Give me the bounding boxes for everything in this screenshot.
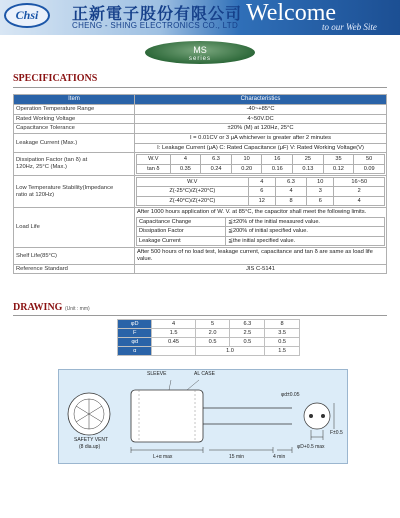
- spec-row: [14, 248, 387, 264]
- spec-value: After 500 hours of no load test, leakage current, capacitance and tan δ are same as load life value.: [135, 248, 387, 264]
- col-item: Item: [14, 95, 135, 105]
- table-cell: 16~50: [334, 178, 385, 187]
- diameter-label: φD+0.5 max: [297, 444, 325, 450]
- specifications-table: [13, 94, 387, 274]
- specifications-heading: SPECIFICATIONS: [13, 73, 98, 84]
- drawing-unit: (Unit : mm): [64, 306, 90, 312]
- spec-row: [14, 124, 387, 134]
- lead-length-label: 15 min: [229, 454, 245, 460]
- spec-label: Capacitance Tolerance: [14, 124, 135, 134]
- low-temp-table: [136, 177, 385, 206]
- company-name-en: CHENG - SHING ELECTRONICS CO., LTD: [72, 21, 239, 30]
- table-cell: 4: [170, 155, 201, 164]
- table-cell: 16: [262, 155, 293, 164]
- table-row: [137, 155, 385, 164]
- sleeve-label: SLEEVE: [147, 371, 167, 377]
- leakage-legend: I: Leakage Current (μA) C: Rated Capacitance (μF) V: Rated Working Voltage(V): [157, 144, 364, 151]
- table-cell: 1.5: [265, 347, 300, 356]
- spec-header-row: [14, 95, 387, 105]
- spec-label: Leakage Current (Max.): [14, 133, 135, 152]
- table-cell: F: [118, 329, 152, 338]
- table-cell: Z(-40°C)/Z(+20°C): [137, 196, 249, 205]
- table-row: [118, 320, 300, 329]
- table-row: [118, 329, 300, 338]
- table-cell: 0.5: [265, 338, 300, 347]
- table-row: [137, 178, 385, 187]
- series-name: MS: [193, 45, 207, 55]
- load-life-intro: After 1000 hours application of W. V. at 85°C, the capacitor shall meet the following limits.: [137, 209, 367, 216]
- table-cell: 6.3: [230, 320, 265, 329]
- drawing-heading: [13, 302, 90, 313]
- series-sub: series: [188, 56, 211, 62]
- spec-value: -40~+85°C: [135, 104, 387, 114]
- dimension-drawing: [58, 369, 348, 464]
- table-row: [118, 338, 300, 347]
- table-cell: 4: [248, 178, 275, 187]
- spec-value: JIS C-5141: [135, 264, 387, 274]
- capacitor-outline: [59, 370, 349, 465]
- lead-diameter-label: φd±0.05: [281, 392, 300, 398]
- table-cell: 1.5: [152, 329, 195, 338]
- table-cell: Dissipation Factor: [137, 227, 226, 236]
- table-cell: 0.16: [262, 164, 293, 173]
- spec-label: Dissipation Factor (tan δ) at: [16, 157, 88, 164]
- table-cell: 0.24: [201, 164, 232, 173]
- table-cell: 1.0: [195, 347, 265, 356]
- table-cell: 6.3: [275, 178, 306, 187]
- company-logo: Chsi: [4, 3, 50, 28]
- table-cell: α: [118, 347, 152, 356]
- table-cell: 3: [307, 187, 334, 196]
- table-cell: ≦the initial specified value.: [226, 236, 385, 245]
- vent-label: SAFETY VENT: [74, 437, 109, 443]
- spec-label: Shelf Life(85°C): [14, 248, 135, 264]
- table-cell: 6.3: [201, 155, 232, 164]
- spec-row: [14, 264, 387, 274]
- table-cell: ≦200% of initial specified value.: [226, 227, 385, 236]
- table-cell: 6: [248, 187, 275, 196]
- table-cell: ≦±20% of the initial measured value.: [226, 217, 385, 226]
- spec-value: 4~50V.DC: [135, 114, 387, 124]
- table-cell: Leakage Current: [137, 236, 226, 245]
- table-row: [118, 347, 300, 356]
- table-cell: Z(-25°C)/Z(+20°C): [137, 187, 249, 196]
- spec-row: [14, 153, 387, 176]
- spec-row: [14, 114, 387, 124]
- table-cell: W.V: [137, 155, 171, 164]
- spec-label: ratio at 120Hz): [16, 191, 55, 198]
- spec-row: [14, 176, 387, 208]
- table-cell: 6: [307, 196, 334, 205]
- table-cell: 5: [195, 320, 230, 329]
- spec-value: ±20% (M) at 120Hz, 25°C: [135, 124, 387, 134]
- col-characteristics: Characteristics: [135, 95, 387, 105]
- spec-label: Load Life: [14, 208, 135, 248]
- table-cell: 4: [275, 187, 306, 196]
- table-cell: φD: [118, 320, 152, 329]
- header-banner: [0, 0, 400, 35]
- spec-row: [14, 133, 387, 152]
- spec-label: Operation Temperature Range: [14, 104, 135, 114]
- spec-row: [14, 208, 387, 248]
- spec-label: Low Temperature Stability(Impedance: [16, 184, 114, 191]
- company-name-cn: 正新電子股份有限公司: [72, 4, 243, 23]
- welcome-text: Welcome: [246, 0, 337, 26]
- table-row: [137, 196, 385, 205]
- table-cell: 10: [231, 155, 262, 164]
- table-cell: 8: [275, 196, 306, 205]
- leakage-formula: I = 0.01CV or 3 μA whichever is greater after 2 minutes: [135, 134, 386, 144]
- length-label: L+α max: [153, 454, 173, 460]
- table-cell: φd: [118, 338, 152, 347]
- table-cell: W.V: [137, 178, 249, 187]
- tagline-text: to our Web Site: [322, 22, 377, 32]
- table-cell: 2.5: [230, 329, 265, 338]
- vent-size-label: (8 dia.up): [79, 444, 101, 450]
- table-cell: [152, 347, 195, 356]
- spec-row: [14, 104, 387, 114]
- pitch-label: F±0.5: [330, 430, 343, 436]
- table-cell: 0.09: [354, 164, 385, 173]
- table-cell: 2: [334, 187, 385, 196]
- table-cell: 2.0: [195, 329, 230, 338]
- dimension-table: [117, 319, 300, 356]
- table-row: [137, 217, 385, 226]
- table-cell: 4: [334, 196, 385, 205]
- table-cell: 0.5: [230, 338, 265, 347]
- table-cell: 0.12: [323, 164, 354, 173]
- table-row: [137, 236, 385, 245]
- series-badge: [145, 41, 255, 64]
- table-cell: 0.13: [293, 164, 324, 173]
- table-cell: 0.35: [170, 164, 201, 173]
- table-cell: 25: [293, 155, 324, 164]
- table-cell: 4: [152, 320, 195, 329]
- table-cell: 10: [307, 178, 334, 187]
- spec-label: Reference Standard: [14, 264, 135, 274]
- section-divider: [13, 87, 387, 88]
- table-cell: 12: [248, 196, 275, 205]
- table-cell: 3.5: [265, 329, 300, 338]
- table-cell: 35: [323, 155, 354, 164]
- drawing-title: DRAWING: [13, 302, 63, 313]
- section-divider: [13, 315, 387, 316]
- table-cell: Capacitance Change: [137, 217, 226, 226]
- table-row: [137, 187, 385, 196]
- table-cell: 0.20: [231, 164, 262, 173]
- table-cell: 8: [265, 320, 300, 329]
- table-cell: 0.45: [152, 338, 195, 347]
- table-row: [137, 227, 385, 236]
- table-cell: tan δ: [137, 164, 171, 173]
- table-cell: 50: [354, 155, 385, 164]
- table-row: [137, 164, 385, 173]
- load-life-table: [136, 217, 385, 246]
- min4-label: 4 min: [273, 454, 286, 460]
- alcase-label: AL CASE: [194, 371, 215, 377]
- spec-label: Rated Working Voltage: [14, 114, 135, 124]
- table-cell: 0.5: [195, 338, 230, 347]
- dissipation-table: [136, 154, 385, 174]
- spec-label: 120Hz, 25°C (Max.): [16, 164, 67, 171]
